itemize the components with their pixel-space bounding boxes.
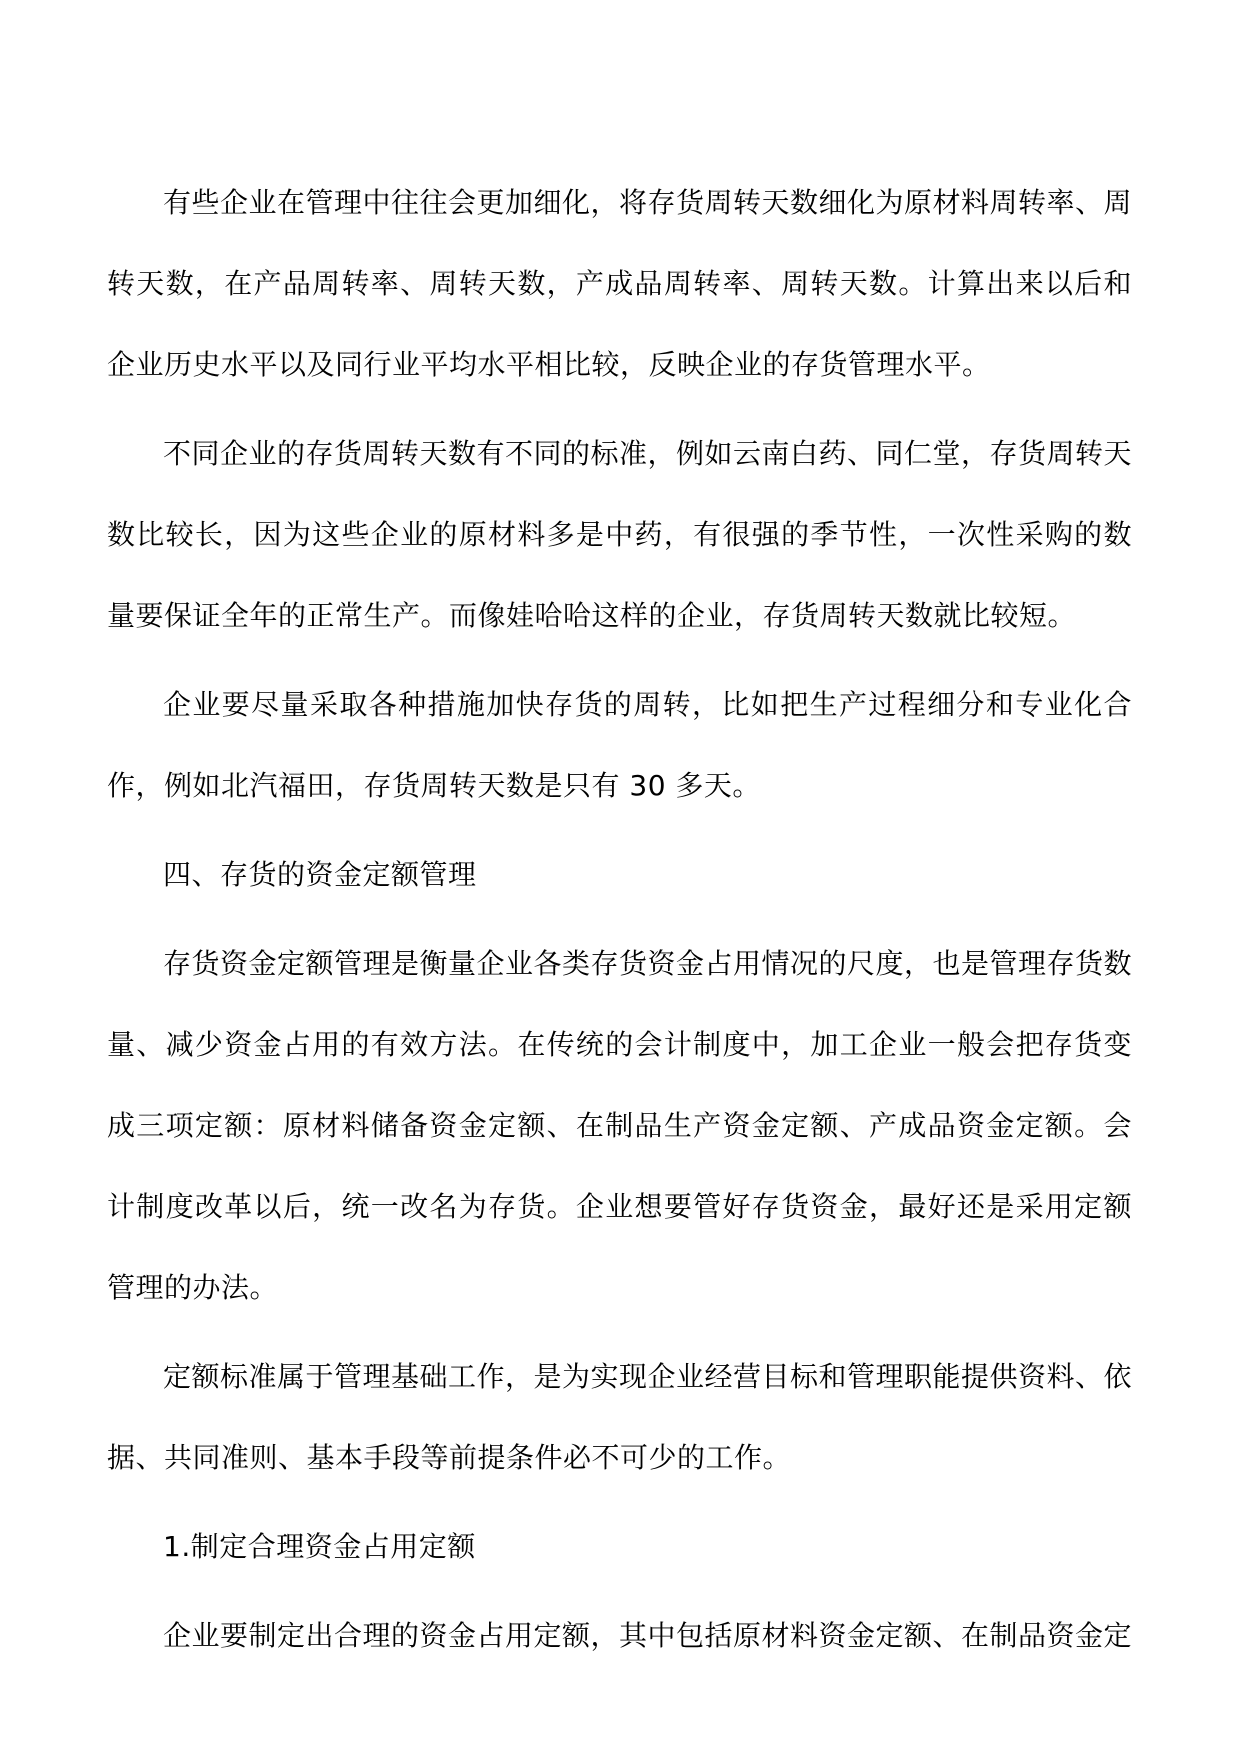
subheading-set-quota: 1.制定合理资金占用定额: [163, 1530, 476, 1563]
paragraph-speed-up-turnover: 企业要尽量采取各种措施加快存货的周转，比如把生产过程细分和专业化合作，例如北汽福田，存货周转天数是只有 30 多天。: [107, 688, 1132, 802]
paragraph-fund-quota-management: 存货资金定额管理是衡量企业各类存货资金占用情况的尺度，也是管理存货数量、减少资金占用的有效方法。在传统的会计制度中，加工企业一般会把存货变成三项定额：原材料储备资金定额、在制品生产资金定额、产成品资金定额。会计制度改革以后，统一改名为存货。企业想要管好存货资金，最好还是采用定额管理的办法。: [107, 947, 1133, 1304]
paragraph-turnover-standards: 不同企业的存货周转天数有不同的标准，例如云南白药、同仁堂，存货周转天数比较长，因为这些企业的原材料多是中药，有很强的季节性，一次性采购的数量要保证全年的正常生产。而像娃哈哈这样的企业，存货周转天数就比较短。: [107, 437, 1133, 632]
paragraph-inventory-refinement: 有些企业在管理中往往会更加细化，将存货周转天数细化为原材料周转率、周转天数，在产品周转率、周转天数，产成品周转率、周转天数。计算出来以后和企业历史水平以及同行业平均水平相比较，反映企业的存货管理水平。: [107, 186, 1133, 381]
paragraph-set-quota-detail: 企业要制定出合理的资金占用定额，其中包括原材料资金定额、在制品资金定: [163, 1619, 1133, 1652]
paragraph-quota-standards: 定额标准属于管理基础工作，是为实现企业经营目标和管理职能提供资料、依据、共同准则、基本手段等前提条件必不可少的工作。: [107, 1360, 1133, 1474]
section-heading-fund-quota: 四、存货的资金定额管理: [163, 858, 477, 891]
document-body: [107, 162, 1132, 1684]
